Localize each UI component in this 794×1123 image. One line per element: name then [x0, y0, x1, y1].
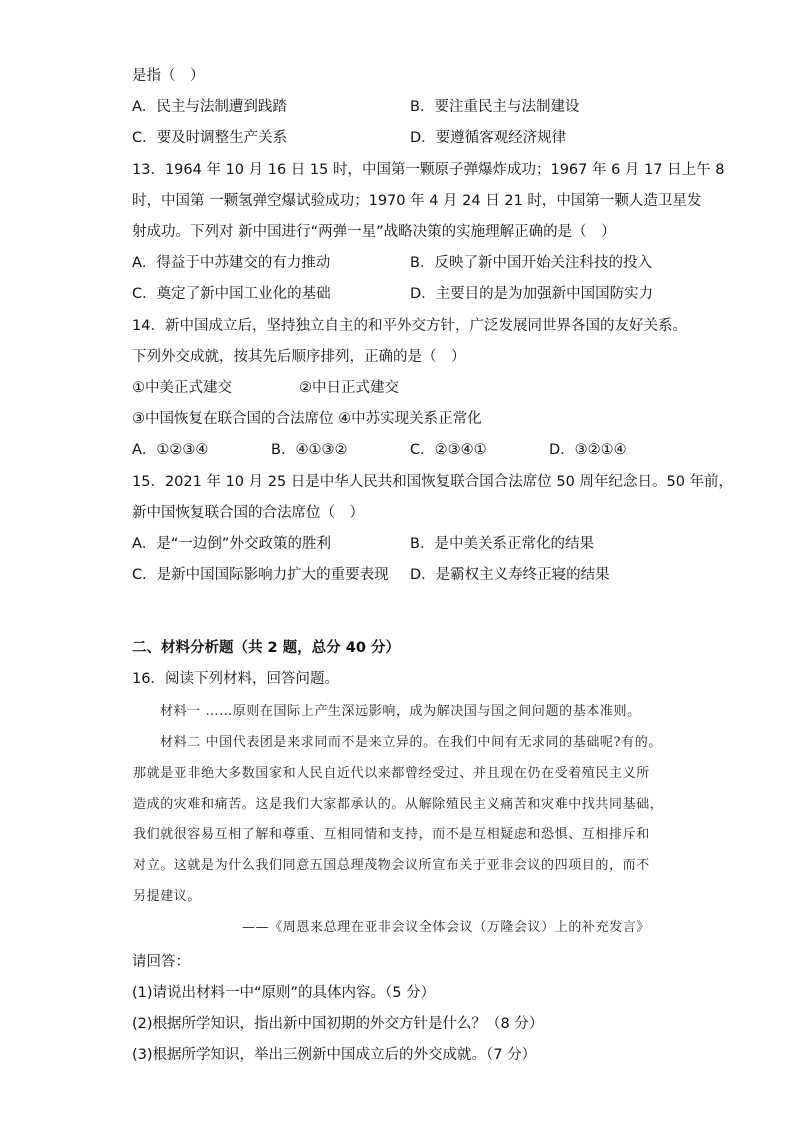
q13-option-d: D．主要目的是为加强新中国国防实力	[410, 286, 654, 302]
q13-stem-line1: 13．1964 年 10 月 16 日 15 时，中国第一颗原子弹爆炸成功；1967 年 6 月 17 日上午 8	[132, 162, 725, 178]
q14-option-d: D．③②①④	[549, 442, 627, 458]
q16-stem: 16．阅读下列材料，回答问题。	[132, 671, 339, 687]
q16-material-1: 材料一 ……原则在国际上产生深远影响，成为解决国与国之间问题的基本准则。	[160, 704, 641, 719]
q16-material-2-line6: 另提建议。	[133, 889, 202, 904]
q15-option-a: A．是“一边倒”外交政策的胜利	[132, 536, 331, 552]
q14-stem-line1: 14．新中国成立后，坚持独立自主的和平外交方针，广泛发展同世界各国的友好关系。	[132, 318, 687, 334]
q15-option-b: B．是中美关系正常化的结果	[410, 536, 594, 552]
q14-item-2: ②中日正式建交	[299, 380, 399, 396]
q12-option-a: A．民主与法制遭到践踏	[132, 99, 287, 115]
q12-option-d: D．要遵循客观经济规律	[410, 130, 567, 146]
q16-material-2-line2: 那就是亚非绝大多数国家和人民自近代以来都曾经受过、并且现在仍在受着殖民主义所	[133, 766, 650, 781]
q15-stem-line2: 新中国恢复联合国的合法席位（ ）	[132, 505, 364, 521]
q16-answer-prompt: 请回答：	[132, 954, 190, 970]
q15-stem-line1: 15．2021 年 10 月 25 日是中华人民共和国恢复联合国合法席位 50 周年纪念日。50 年前，	[132, 474, 734, 490]
q14-option-a: A．①②③④	[132, 442, 209, 458]
q12-option-b: B．要注重民主与法制建设	[410, 99, 580, 115]
q13-option-c: C．奠定了新中国工业化的基础	[132, 286, 331, 302]
q14-option-b: B．④①③②	[271, 442, 348, 458]
q13-stem-line2: 时，中国第 一颗氢弹空爆试验成功；1970 年 4 月 24 日 21 时，中国第一颗人造卫星发	[132, 193, 702, 209]
section-heading: 二、材料分析题（共 2 题，总分 40 分）	[132, 640, 400, 656]
q13-option-b: B．反映了新中国开始关注科技的投入	[410, 255, 652, 271]
q13-stem-line3: 射成功。下列对 新中国进行“两弹一星”战略决策的实施理解正确的是（ ）	[132, 224, 616, 240]
q16-material-2-line5: 对立。这就是为什么我们同意五国总理茂物会议所宣布关于亚非会议的四项目的，而不	[133, 858, 650, 873]
q16-material-2-line4: 我们就很容易互相了解和尊重、互相同情和支持，而不是互相疑虑和恐惧、互相排斥和	[133, 827, 650, 842]
q16-sub-question-3: (3)根据所学知识，举出三例新中国成立后的外交成就。（7 分）	[132, 1047, 537, 1063]
q14-stem-line2: 下列外交成就，按其先后顺序排列，正确的是（ ）	[132, 349, 466, 365]
q12-stem-tail: 是指（ ）	[132, 68, 205, 84]
q14-items-3-4: ③中国恢复在联合国的合法席位 ④中苏实现关系正常化	[132, 411, 482, 427]
q12-option-c: C．要及时调整生产关系	[132, 130, 288, 146]
q16-material-source: ——《周恩来总理在亚非会议全体会议（万隆会议）上的补充发言》	[242, 920, 651, 935]
q13-option-a: A．得益于中苏建交的有力推动	[132, 255, 331, 271]
q15-option-d: D．是霸权主义寿终正寝的结果	[410, 567, 610, 583]
q15-option-c: C．是新中国国际影响力扩大的重要表现	[132, 567, 389, 583]
q16-sub-question-2: (2)根据所学知识，指出新中国初期的外交方针是什么？（8 分）	[132, 1016, 544, 1032]
q16-material-2-line3: 造成的灾难和痛苦。这是我们大家都承认的。从解除殖民主义痛苦和灾难中找共同基础，	[133, 797, 664, 812]
q16-sub-question-1: (1)请说出材料一中“原则”的具体内容。（5 分）	[132, 985, 436, 1001]
q14-item-1: ①中美正式建交	[132, 380, 232, 396]
q16-material-2-line1: 材料二 中国代表团是来求同而不是来立异的。在我们中间有无求同的基础呢?有的。	[160, 735, 662, 750]
q14-option-c: C．②③④①	[410, 442, 487, 458]
